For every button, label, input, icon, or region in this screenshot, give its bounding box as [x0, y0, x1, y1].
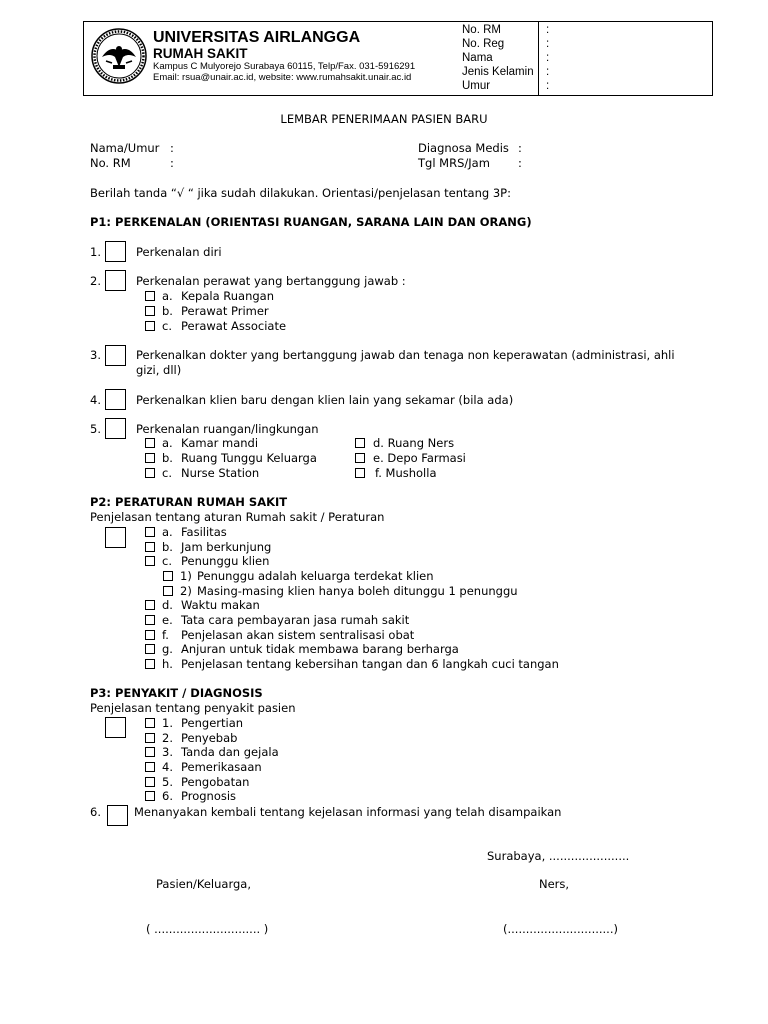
checkbox-large[interactable] — [105, 717, 126, 738]
checkbox-large[interactable] — [105, 270, 126, 291]
item-text: Perkenalan diri — [136, 245, 222, 259]
sub-text: Tata cara pembayaran jasa rumah sakit — [181, 613, 410, 627]
sub-text: Tanda dan gejala — [181, 745, 279, 759]
p3-heading: P3: PENYAKIT / DIAGNOSIS — [90, 686, 263, 700]
patient-field-nama: Nama : — [462, 52, 550, 64]
label-no-rm: No. RM — [90, 156, 131, 170]
patient-field-umur: Umur : — [462, 80, 550, 92]
checkbox-large[interactable] — [105, 241, 126, 262]
sub-text: Pengertian — [181, 716, 244, 730]
sub-letter: f. — [162, 628, 169, 642]
sub-text: Pemerikasaan — [181, 760, 262, 774]
checkbox[interactable] — [145, 615, 155, 625]
sub-text: Nurse Station — [181, 466, 260, 480]
sub-text: Perawat Primer — [181, 304, 269, 318]
signature-role-patient: Pasien/Keluarga, — [156, 877, 251, 891]
sub-text: e. Depo Farmasi — [373, 451, 466, 465]
sub-letter: a. — [162, 289, 173, 303]
checkbox[interactable] — [163, 586, 173, 596]
hospital-address — [153, 62, 415, 83]
checkbox[interactable] — [355, 468, 365, 478]
signature-line-patient: ( ............................. ) — [146, 922, 269, 936]
sub-text: Anjuran untuk tidak membawa barang berharga — [181, 642, 459, 656]
item-text: Perkenalkan dokter yang bertanggung jawab dan tenaga non keperawatan (administrasi, ahli — [136, 348, 675, 362]
p2-heading: P2: PERATURAN RUMAH SAKIT — [90, 495, 288, 509]
checkbox-large[interactable] — [107, 805, 128, 826]
checkbox[interactable] — [145, 630, 155, 640]
sub-letter: b. — [162, 451, 173, 465]
sub-text: Waktu makan — [181, 598, 260, 612]
sub-text: Masing-masing klien hanya boleh ditunggu 1 penunggu — [197, 584, 518, 598]
checkbox[interactable] — [355, 453, 365, 463]
sub-text: f. Musholla — [375, 466, 437, 480]
checkbox[interactable] — [145, 644, 155, 654]
checkbox[interactable] — [145, 306, 155, 316]
sub-text: Penunggu adalah keluarga terdekat klien — [197, 569, 434, 583]
item-number: 6. — [90, 805, 101, 819]
sub-letter: a. — [162, 436, 173, 450]
university-seal-logo — [90, 27, 148, 85]
sub-letter: 4. — [162, 760, 173, 774]
sub-letter: g. — [162, 642, 173, 656]
checkbox[interactable] — [355, 438, 365, 448]
checkbox[interactable] — [145, 542, 155, 552]
sub-letter: 5. — [162, 775, 173, 789]
checkbox[interactable] — [145, 527, 155, 537]
checkbox[interactable] — [145, 291, 155, 301]
sub-letter: 6. — [162, 789, 173, 803]
label-diagnosa-medis: Diagnosa Medis — [418, 141, 509, 155]
sub-letter: h. — [162, 657, 173, 671]
item-number: 4. — [90, 393, 101, 407]
sub-letter: c. — [162, 554, 172, 568]
colon: : — [170, 156, 174, 170]
signature-role-nurse: Ners, — [539, 877, 570, 891]
checkbox[interactable] — [145, 453, 155, 463]
item-text: Menanyakan kembali tentang kejelasan informasi yang telah disampaikan — [134, 805, 562, 819]
colon: : — [518, 156, 522, 170]
checkbox[interactable] — [145, 438, 155, 448]
sub-text: Perawat Associate — [181, 319, 287, 333]
checkbox-large[interactable] — [105, 527, 126, 548]
checkbox[interactable] — [145, 468, 155, 478]
checkbox-large[interactable] — [105, 389, 126, 410]
sub-letter: b. — [162, 304, 173, 318]
sub-text: Pengobatan — [181, 775, 250, 789]
sub-text: Penjelasan tentang kebersihan tangan dan 6 langkah cuci tangan — [181, 657, 559, 671]
item-text: Perkenalan perawat yang bertanggung jawab : — [136, 274, 406, 288]
sub-text: Penjelasan akan sistem sentralisasi obat — [181, 628, 415, 642]
label-nama-umur: Nama/Umur — [90, 141, 160, 155]
item-number: 2. — [90, 274, 101, 288]
checkbox-large[interactable] — [105, 418, 126, 439]
header-divider — [538, 22, 539, 95]
letterhead-box — [83, 21, 713, 96]
item-number: 3. — [90, 348, 101, 362]
checkbox[interactable] — [145, 600, 155, 610]
colon: : — [518, 141, 522, 155]
place-date: Surabaya, ...................... — [487, 849, 630, 863]
patient-field-jenis-kelamin: Jenis Kelamin : — [462, 66, 550, 78]
sub-letter: 1) — [180, 569, 192, 583]
checkbox[interactable] — [145, 733, 155, 743]
signature-line-nurse: (.............................) — [503, 922, 618, 936]
sub-letter: a. — [162, 525, 173, 539]
sub-text: Prognosis — [181, 789, 237, 803]
checkbox[interactable] — [145, 762, 155, 772]
patient-field-no-rm: No. RM : — [462, 24, 550, 36]
checkbox[interactable] — [145, 777, 155, 787]
sub-text: Penunggu klien — [181, 554, 270, 568]
p1-heading: P1: PERKENALAN (ORIENTASI RUANGAN, SARANA LAIN DAN ORANG) — [90, 215, 532, 229]
sub-letter: c. — [162, 319, 172, 333]
checkbox-large[interactable] — [105, 345, 126, 366]
sub-text: Kamar mandi — [181, 436, 259, 450]
sub-letter: b. — [162, 540, 173, 554]
checkbox[interactable] — [145, 321, 155, 331]
label-tgl-mrs-jam: Tgl MRS/Jam — [418, 156, 490, 170]
checkbox[interactable] — [145, 659, 155, 669]
sub-letter: 3. — [162, 745, 173, 759]
p3-intro: Penjelasan tentang penyakit pasien — [90, 701, 296, 715]
checkbox[interactable] — [163, 571, 173, 581]
checkbox[interactable] — [145, 747, 155, 757]
contact-line: Email: rsua@unair.ac.id, website: www.rumahsakit.unair.ac.id — [153, 71, 412, 83]
checkbox[interactable] — [145, 791, 155, 801]
sub-text: Penyebab — [181, 731, 238, 745]
sub-text: d. Ruang Ners — [373, 436, 455, 450]
sub-letter: 2. — [162, 731, 173, 745]
form-title: LEMBAR PENERIMAAN PASIEN BARU — [280, 112, 488, 126]
item-number: 1. — [90, 245, 101, 259]
item-text: Perkenalkan klien baru dengan klien lain yang sekamar (bila ada) — [136, 393, 514, 407]
checkbox[interactable] — [145, 556, 155, 566]
patient-field-no-reg: No. Reg : — [462, 38, 550, 50]
sub-text: Jam berkunjung — [181, 540, 272, 554]
address-line: Kampus C Mulyorejo Surabaya 60115, Telp/Fax. 031-5916291 — [153, 61, 416, 72]
sub-letter: c. — [162, 466, 172, 480]
sub-text: Kepala Ruangan — [181, 289, 275, 303]
sub-letter: 2) — [180, 584, 192, 598]
item-text: Perkenalan ruangan/lingkungan — [136, 422, 319, 436]
item-number: 5. — [90, 422, 101, 436]
item-text: gizi, dll) — [136, 363, 182, 377]
checkbox[interactable] — [145, 718, 155, 728]
instruction-text: Berilah tanda “√ “ jika sudah dilakukan. Orientasi/penjelasan tentang 3P: — [90, 186, 511, 200]
hospital-name: RUMAH SAKIT — [153, 46, 248, 61]
university-name: UNIVERSITAS AIRLANGGA — [153, 29, 361, 46]
colon: : — [170, 141, 174, 155]
sub-text: Fasilitas — [181, 525, 227, 539]
sub-letter: d. — [162, 598, 173, 612]
p2-intro: Penjelasan tentang aturan Rumah sakit / Peraturan — [90, 510, 385, 524]
sub-letter: 1. — [162, 716, 173, 730]
sub-text: Ruang Tunggu Keluarga — [181, 451, 317, 465]
sub-letter: e. — [162, 613, 173, 627]
